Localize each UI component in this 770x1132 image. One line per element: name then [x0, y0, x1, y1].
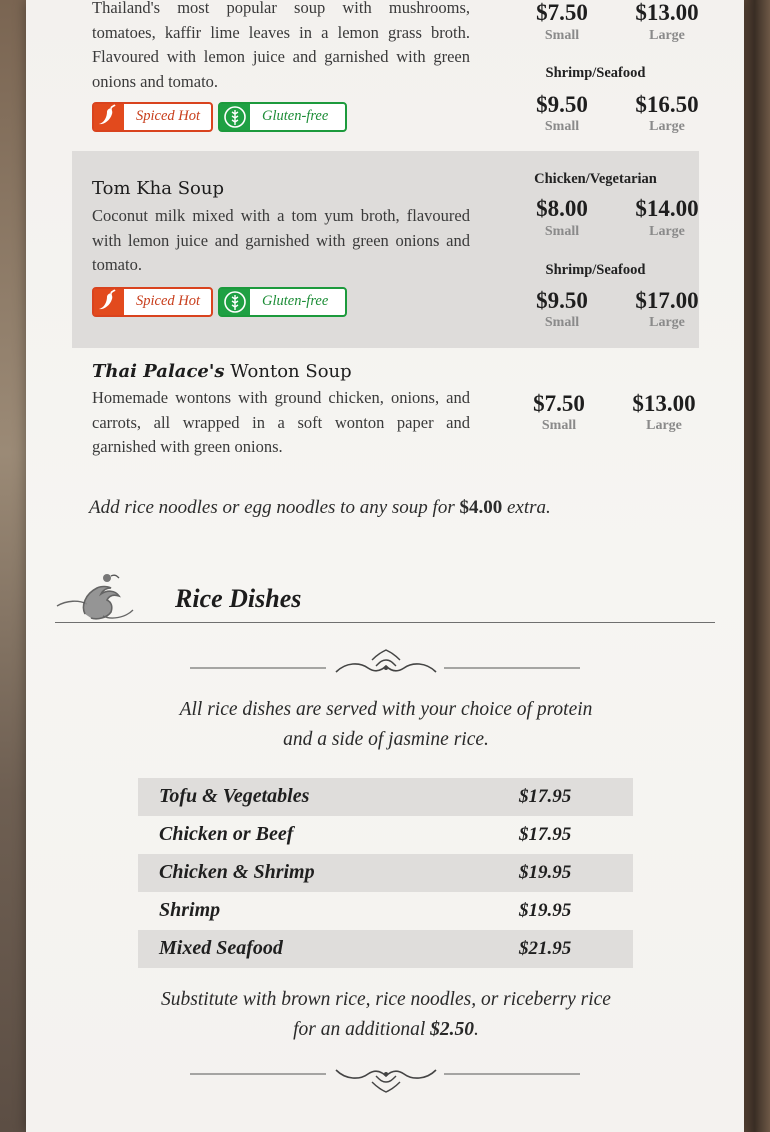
- price-small: $7.50: [533, 391, 585, 416]
- substitution-price: $2.50: [430, 1019, 475, 1040]
- table-row: [138, 854, 633, 892]
- size-large-label: Large: [649, 224, 685, 239]
- substitution-line-2: for an additional $2.50.: [293, 1019, 479, 1040]
- table-row: [138, 930, 633, 968]
- menu-page: [26, 0, 744, 1132]
- spiced-hot-badge: [92, 287, 213, 317]
- section-title: Rice Dishes: [175, 584, 302, 613]
- price-large: $14.00: [635, 196, 699, 221]
- spiced-hot-label: Spiced Hot: [136, 293, 201, 309]
- price-large: $13.00: [635, 0, 699, 25]
- price-type-label: Chicken/Vegetarian: [534, 171, 657, 187]
- substitution-line-1: Substitute with brown rice, rice noodles, or riceberry rice: [161, 989, 611, 1010]
- spiced-hot-label: Spiced Hot: [136, 108, 201, 124]
- size-large-label: Large: [646, 418, 682, 433]
- price-large: $16.50: [635, 92, 699, 117]
- rice-dish-price: $21.95: [519, 938, 572, 959]
- table-row: [138, 816, 633, 854]
- table-row: [138, 892, 633, 930]
- section-header-rice-dishes: [55, 572, 715, 624]
- rice-dish-name: Tofu & Vegetables: [159, 785, 310, 807]
- gluten-free-label: Gluten-free: [262, 293, 329, 309]
- size-small-label: Small: [544, 224, 580, 239]
- rice-dish-name: Chicken or Beef: [159, 823, 294, 845]
- dish-description: Coconut milk mixed with a tom yum broth, flavoured with lemon juice and garnished with green onions and tomato.: [92, 206, 470, 275]
- price-small: $9.50: [536, 288, 588, 313]
- rice-dish-name: Mixed Seafood: [159, 937, 283, 959]
- rice-dish-price: $19.95: [519, 900, 572, 921]
- ornament-divider-icon: [186, 1066, 586, 1100]
- size-large-label: Large: [649, 315, 685, 330]
- background-right: [744, 0, 770, 1132]
- price-small: $8.00: [536, 196, 588, 221]
- menu-item-wonton-soup: [72, 348, 699, 468]
- wheat-icon: [220, 289, 250, 315]
- size-small-label: Small: [544, 28, 580, 43]
- rice-intro-line-1: All rice dishes are served with your choice of protein: [179, 699, 593, 720]
- rice-dish-price: $17.95: [519, 824, 572, 845]
- gluten-free-label: Gluten-free: [262, 108, 329, 124]
- ornament-divider-icon: [186, 648, 586, 682]
- menu-item-tom-kha: [72, 151, 699, 348]
- price-type-label: Shrimp/Seafood: [545, 65, 646, 81]
- size-small-label: Small: [544, 315, 580, 330]
- size-small-label: Small: [544, 119, 580, 134]
- spiced-hot-badge: [92, 102, 213, 132]
- rooster-icon: [55, 572, 137, 622]
- price-large: $13.00: [632, 391, 696, 416]
- rice-dish-price: $19.95: [519, 862, 572, 883]
- size-small-label: Small: [541, 418, 577, 433]
- restaurant-name: Thai Palace's: [92, 361, 225, 382]
- dish-description: Homemade wontons with ground chicken, onions, and carrots, all wrapped in a soft wonton paper and garnished with green onions.: [92, 388, 470, 457]
- size-large-label: Large: [649, 28, 685, 43]
- menu-item-tom-yum: [72, 0, 699, 150]
- size-large-label: Large: [649, 119, 685, 134]
- wheat-icon: [220, 104, 250, 130]
- dish-title: Thai Palace's Wonton Soup: [92, 361, 352, 382]
- gluten-free-badge: [218, 102, 347, 132]
- rice-dish-name: Chicken & Shrimp: [159, 861, 315, 883]
- price-small: $7.50: [536, 0, 588, 25]
- noodle-note: Add rice noodles or egg noodles to any soup for $4.00 extra.: [89, 497, 551, 518]
- rice-dish-price: $17.95: [519, 786, 572, 807]
- rice-dish-name: Shrimp: [159, 899, 221, 921]
- rice-intro-line-2: and a side of jasmine rice.: [283, 729, 489, 750]
- chili-pepper-icon: [94, 104, 124, 130]
- dish-title: Tom Kha Soup: [92, 178, 225, 199]
- price-large: $17.00: [635, 288, 699, 313]
- noodle-note-price: $4.00: [459, 497, 503, 518]
- gluten-free-badge: [218, 287, 347, 317]
- background-left: [0, 0, 26, 1132]
- table-row: [138, 778, 633, 816]
- section-divider: [55, 622, 715, 623]
- chili-pepper-icon: [94, 289, 124, 315]
- dish-description: Thailand's most popular soup with mushrooms, tomatoes, kaffir lime leaves in a lemon grass broth. Flavoured with lemon juice and garnished with green onions and tomato.: [92, 0, 470, 91]
- rice-dish-table: [138, 778, 633, 968]
- price-small: $9.50: [536, 92, 588, 117]
- price-type-label: Shrimp/Seafood: [545, 262, 646, 278]
